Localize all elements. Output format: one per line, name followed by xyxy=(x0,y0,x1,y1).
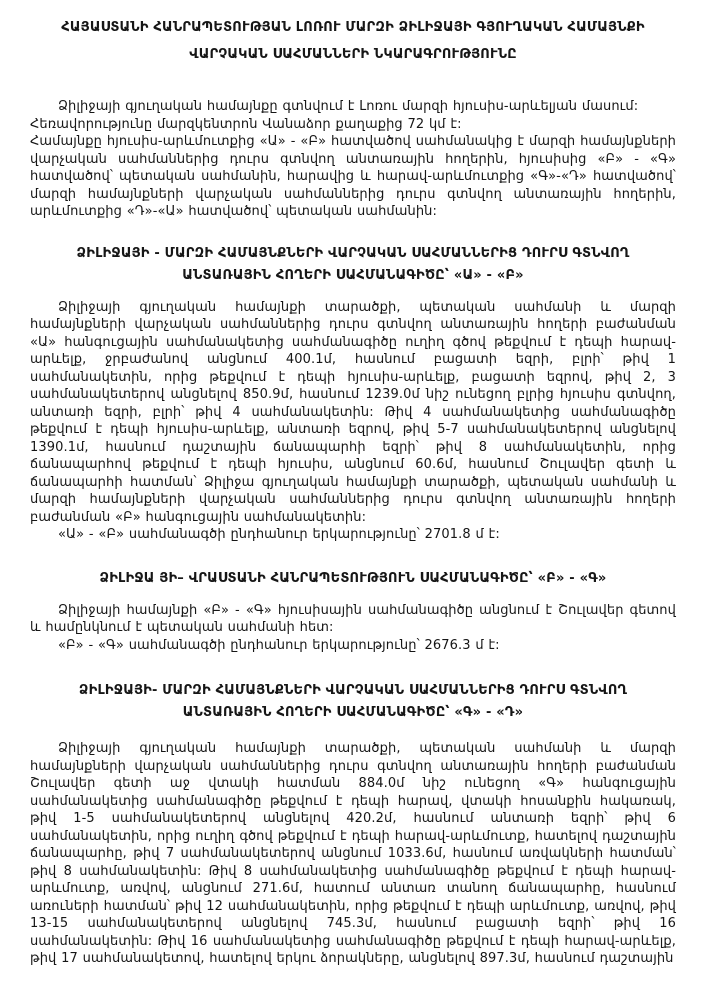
section-gd-heading-line-1: ՁԻԼԻՋԱՅԻ- ՄԱՐԶԻ ՀԱՄԱՅՆՔՆԵՐԻ ՎԱՐՉԱԿԱՆ ՍԱՀՄԱՆՆԵՐԻՑ ԴՈՒՐՍ ԳՏՆՎՈՂ xyxy=(78,683,628,698)
section-gd-heading-line-2: ԱՆՏԱՌԱՅԻՆ ՀՈՂԵՐԻ ՍԱՀՄԱՆԱԳԻԾԸ՝ «Գ» - «Դ» xyxy=(182,705,524,720)
intro-paragraph-borders: Համայնքը հյուսիս-արևմուտքից «Ա» - «Բ» հատվածով սահմանակից է մարզի համայնքների վարչական սահմաններից դուրս գտնվող անտառային հողերին, հյուսիսից «Բ» - «Գ» հատվածով՝ պետական սահմանին, հարավից և հարավ-արևմուտքից «Գ»-«Դ» հատվածով՝ մարզի համայնքների վարչական սահմաններից դուրս գտնվող անտառային հողերին, արևմուտքից «Դ»-«Ա» հատվածով՝ պետական սահմանին: xyxy=(30,134,676,219)
section-ab-heading-line-2: ԱՆՏԱՌԱՅԻՆ ՀՈՂԵՐԻ ՍԱՀՄԱՆԱԳԻԾԸ՝ «Ա» - «Բ» xyxy=(182,267,524,283)
section-ab-heading-line-1: ՁԻԼԻՋԱՅԻ - ՄԱՐԶԻ ՀԱՄԱՅՆՔՆԵՐԻ ՎԱՐՉԱԿԱՆ ՍԱՀՄԱՆՆԵՐԻՑ ԴՈՒՐՍ ԳՏՆՎՈՂ xyxy=(76,245,630,261)
intro-paragraph-location: Ձիլիջայի գյուղական համայնքը գտնվում է Լոռու մարզի հյուսիս-արևելյան մասում: xyxy=(58,99,639,114)
section-bg-total-length: «Բ» - «Գ» սահմանագծի ընդհանուր երկարությունը՝ 2676.3 մ է: xyxy=(58,637,500,653)
section-ab-body: Ձիլիջայի գյուղական համայնքի տարածքի, պետական սահմանի և մարզի համայնքների վարչական սահմաններից դուրս գտնվող անտառային հողերի բաժանման «Ա» հանգուցային սահմանակետից սահմանագիծը ուղիղ գծով թեքվում է դեպի հարավ-արևելք, ջրբաժանով անցնում 400.1մ, հասնում բացատի եզրի, բլրի՝ թիվ 1 սահմանակետին, որից թեքվում է դեպի հյուսիս-արևելք, բացատի եզրով, թիվ 2, 3 սահմանակետերով անցնելով 850.9մ, հասնում 1239.0մ նիշ ունեցող բլրից հյուսիս գտնվող, անտառի եզրի, բլրի՝ թիվ 4 սահմանակետին: Թիվ 4 սահմանակետից սահմանագիծը թեքվում է դեպի հյուսիս-արևելք, անտառի եզրով, թիվ 5-7 սահմանակետերով անցնելով 1390.1մ, հասնում դաշտային ճանապարհի եզրի՝ թիվ 8 սահմանակետին, որից ճանապարհով թեքվում է դեպի հյուսիս, անցնում 60.6մ, հասնում Շուլավեր գետի և ճանապարհի հատման՝ Ձիլիջա գյուղական համայնքի տարածքի, պետական սահմանի և մարզի համայնքների վարչական սահմաններից դուրս գտնվող անտառային հողերի բաժանման «Բ» հանգուցային սահմանակետին: xyxy=(30,299,676,525)
document-title xyxy=(30,14,676,68)
section-bg-heading-line-1: ՁԻԼԻՋԱ ՅԻ– ՎՐԱՍՏԱՆԻ ՀԱՆՐԱՊԵՏՈՒԹՅՈՒՆ ՍԱՀՄԱՆԱԳԻԾԸ՝ «Բ» - «Գ» xyxy=(99,570,607,586)
section-gd-heading xyxy=(30,680,676,724)
section-ab-heading xyxy=(30,243,676,287)
intro-paragraph-distance: Հեռավորությունը մարզկենտրոն Վանաձոր քաղաքից 72 կմ է: xyxy=(30,116,462,132)
section-gd-body: Ձիլիջայի գյուղական համայնքի տարածքի, պետական սահմանի և մարզի համայնքների վարչական սահմաններից դուրս գտնվող անտառային հողերի բաժանման Շուլավեր գետի աջ վտակի հատման 884.0մ նիշ ունեցող «Գ» հանգուցային սահմանակետից սահմանագիծը թեքվում է դեպի հարավ, վտակի հոսանքին հակառակ, թիվ 1-5 սահմանակետերով անցնելով 420.2մ, հասնում անտառի եզրի՝ թիվ 6 սահմանակետին, որից ուղիղ գծով թեքվում է դեպի հարավ-արևմուտք, հատելով դաշտային ճանապարհը, թիվ 7 սահմանակետերով անցնում 1033.6մ, հասնում առվակների հատման՝ թիվ 8 սահմանակետին: Թիվ 8 սահմանակետից սահմանագիծը թեքվում է դեպի հարավ-արևմուտք, առվով, անցնում 271.6մ, հատում անտառ տանող ճանապարհը, հասնում առուների հատման՝ թիվ 12 սահմանակետին, որից թեքվում է դեպի արևմուտք, առվով, թիվ 13-15 սահմանակետերով անցնելով 745.3մ, հասնում բացատի եզրի՝ թիվ 16 սահմանակետին: Թիվ 16 սահմանակետից սահմանագիծը թեքվում է դեպի հարավ-արևելք, թիվ 17 սահմանակետով, հատելով երկու ձորակները, անցնելով 897.3մ, հասնում դաշտային xyxy=(30,741,676,966)
section-bg-body: Ձիլիջայի համայնքի «Բ» - «Գ» հյուսիսային սահմանագիծը անցնում է Շուլավեր գետով և համընկնում է պետական սահմանի հետ: xyxy=(30,602,676,635)
section-ab-total-length: «Ա» - «Բ» սահմանագծի ընդհանուր երկարությունը՝ 2701.8 մ է: xyxy=(58,527,500,542)
document-title-line-2: ՎԱՐՉԱԿԱՆ ՍԱՀՄԱՆՆԵՐԻ ՆԿԱՐԱԳՐՈՒԹՅՈՒՆԸ xyxy=(189,47,517,62)
section-bg-heading xyxy=(30,568,676,590)
document-title-line-1: ՀԱՅԱՍՏԱՆԻ ՀԱՆՐԱՊԵՏՈՒԹՅԱՆ ԼՈՌՈՒ ՄԱՐԶԻ ՁԻԼԻՋԱՅԻ ԳՅՈՒՂԱԿԱՆ ՀԱՄԱՅՆՔԻ xyxy=(61,20,645,35)
